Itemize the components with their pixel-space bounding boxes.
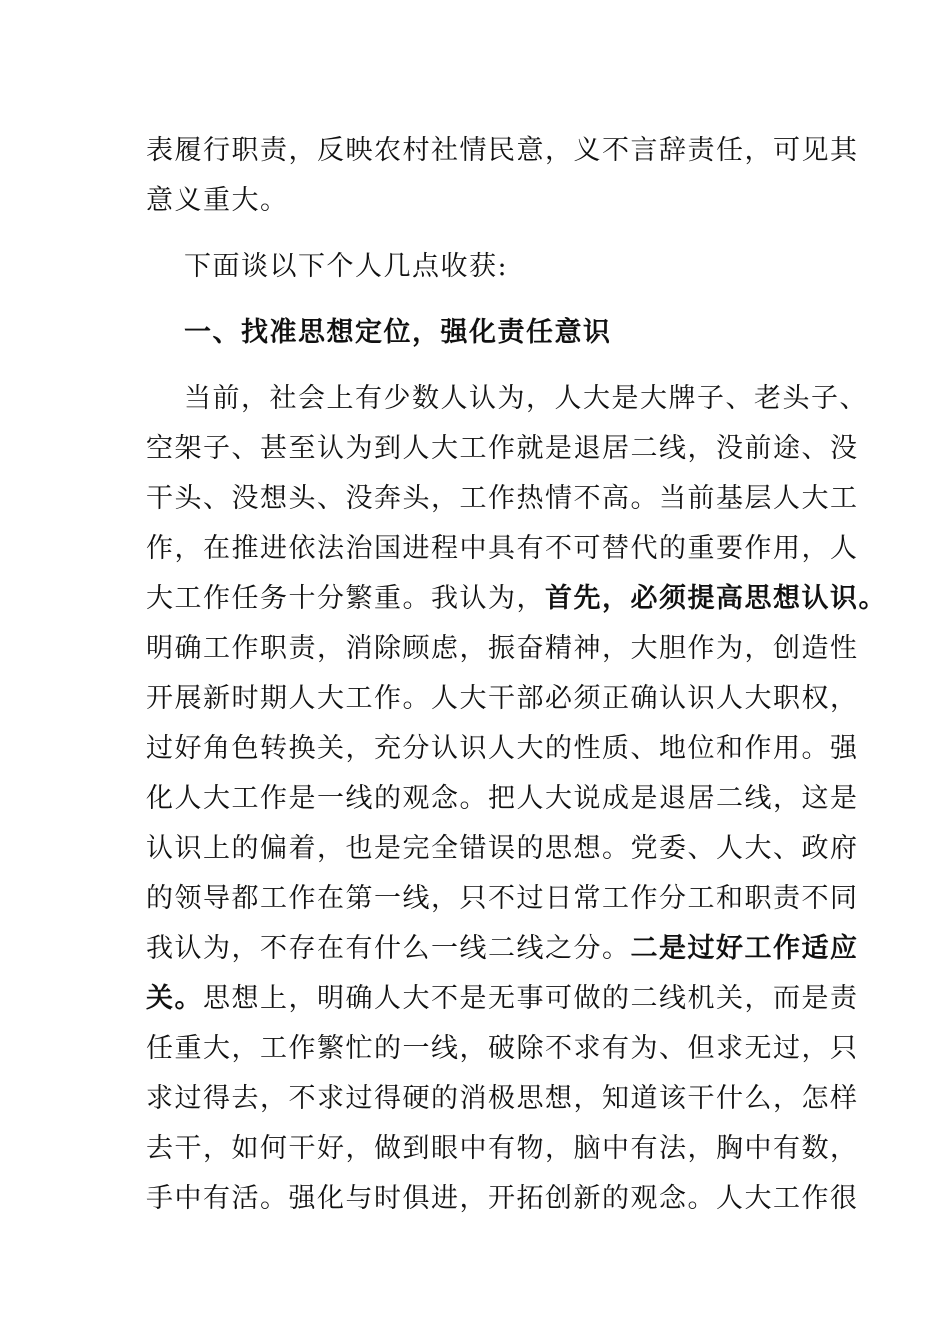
text-line: 作，在推进依法治国进程中具有不可替代的重要作用，人	[146, 533, 859, 564]
text-line: 认识上的偏着，也是完全错误的思想。党委、人大、政府	[146, 833, 859, 864]
bold-emphasis: 二是过好工作适应	[630, 933, 859, 964]
text-line: 求过得去，不求过得硬的消极思想，知道该干什么，怎样	[146, 1083, 859, 1114]
text-run: 大工作任务十分繁重。我认为，	[146, 583, 545, 614]
text-run: 思想上，明确人大不是无事可做的二线机关，而是责	[203, 983, 859, 1014]
text-line: 当前，社会上有少数人认为，人大是大牌子、老头子、	[184, 383, 868, 414]
text-line	[146, 924, 859, 974]
bold-emphasis: 关。	[146, 983, 203, 1014]
text-line: 的领导都工作在第一线，只不过日常工作分工和职责不同	[146, 883, 859, 914]
text-line	[146, 974, 859, 1024]
text-line: 开展新时期人大工作。人大干部必须正确认识人大职权，	[146, 683, 859, 714]
text-line: 空架子、甚至认为到人大工作就是退居二线，没前途、没	[146, 433, 859, 464]
intro-paragraph	[146, 126, 859, 242]
text-line: 手中有活。强化与时俱进，开拓创新的观念。人大工作很	[146, 1183, 859, 1214]
text-line	[146, 574, 887, 624]
text-run: 我认为，不存在有什么一线二线之分。	[146, 933, 631, 964]
text-line: 意义重大。	[146, 185, 289, 216]
text-line: 干头、没想头、没奔头，工作热情不高。当前基层人大工	[146, 483, 859, 514]
body-paragraph	[146, 374, 887, 1224]
text-line: 表履行职责，反映农村社情民意，义不言辞责任，可见其	[146, 135, 859, 166]
text-line: 化人大工作是一线的观念。把人大说成是退居二线，这是	[146, 783, 859, 814]
section-heading: 一、找准思想定位，强化责任意识	[184, 317, 612, 348]
text-line: 明确工作职责，消除顾虑，振奋精神，大胆作为，创造性	[146, 633, 859, 664]
document-body	[146, 126, 887, 1224]
bold-emphasis: 首先，必须提高思想认识。	[545, 583, 887, 614]
text-line: 过好角色转换关，充分认识人大的性质、地位和作用。强	[146, 733, 859, 764]
text-line: 去干，如何干好，做到眼中有物，脑中有法，胸中有数，	[146, 1133, 859, 1164]
text-line: 任重大，工作繁忙的一线，破除不求有为、但求无过，只	[146, 1033, 859, 1064]
transition-sentence: 下面谈以下个人几点收获:	[184, 251, 509, 282]
